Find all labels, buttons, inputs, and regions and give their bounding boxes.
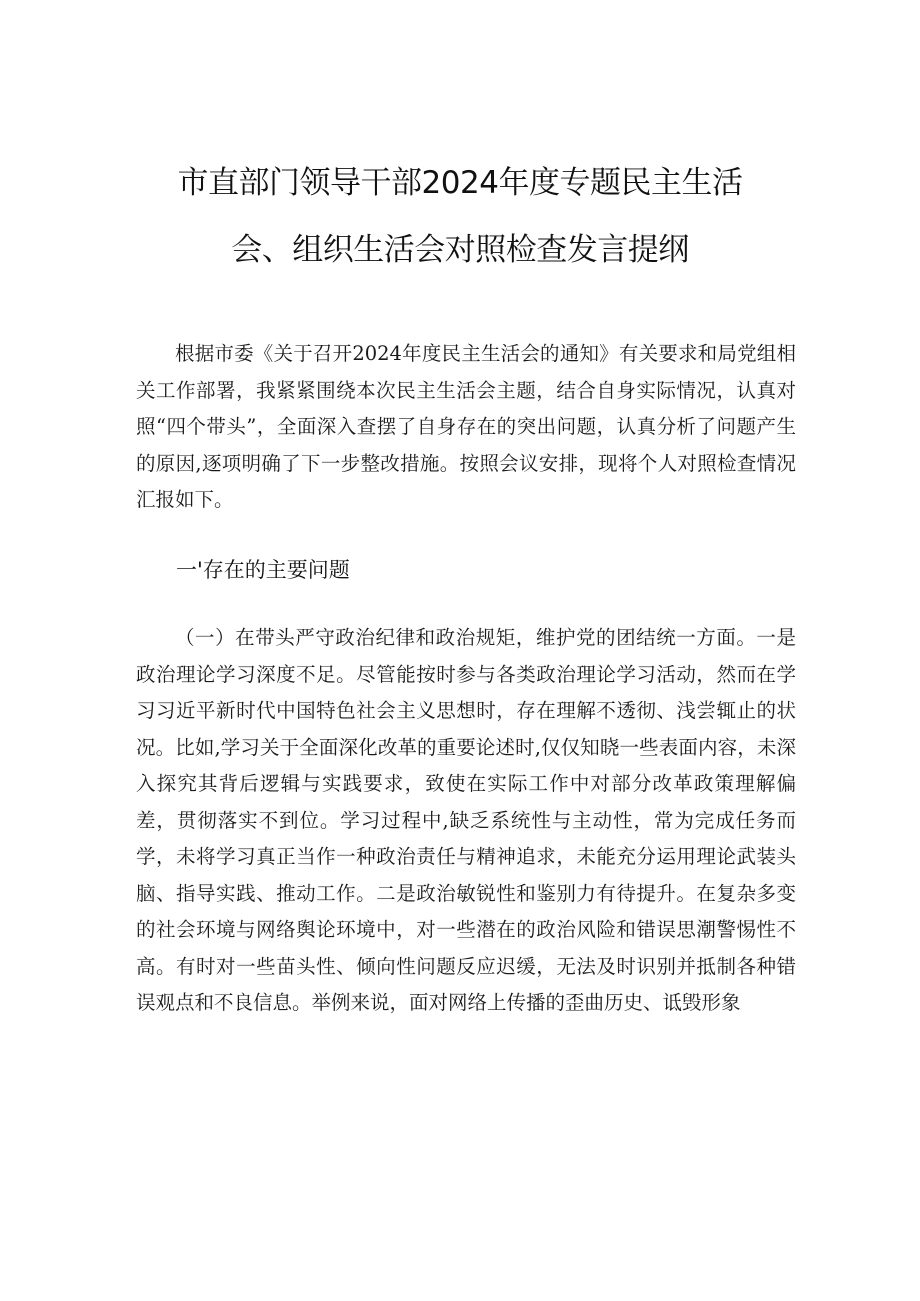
document-title-line-1: 市直部门领导干部2024年度专题民主生活 [177, 165, 743, 201]
document-title-line-2: 会、组织生活会对照检查发言提纲 [231, 232, 689, 268]
intro-paragraph: 根据市委《关于召开2024年度民主生活会的通知》有关要求和局党组相关工作部署，我紧紧围绕本次民主生活会主题，结合自身实际情况，认真对照“四个带头”，全面深入查摆了自身存在的突出问题，认真分析了问题产生的原因,逐项明确了下一步整改措施。按照会议安排，现将个人对照检查情况汇报如下。 [136, 342, 796, 511]
section-heading: 一'存在的主要问题 [176, 558, 350, 582]
section-paragraph: （一）在带头严守政治纪律和政治规矩，维护党的团结统一方面。一是政治理论学习深度不足。尽管能按时参与各类政治理论学习活动，然而在学习习近平新时代中国特色社会主义思想时，存在理解不透彻、浅尝辄止的状况。比如,学习关于全面深化改革的重要论述时,仅仅知晓一些表面内容，未深入探究其背后逻辑与实践要求，致使在实际工作中对部分改革政策理解偏差，贯彻落实不到位。学习过程中,缺乏系统性与主动性，常为完成任务而学，未将学习真正当作一种政治责任与精神追求，未能充分运用理论武装头脑、指导实践、推动工作。二是政治敏锐性和鉴别力有待提升。在复杂多变的社会环境与网络舆论环境中，对一些潜在的政治风险和错误思潮警惕性不高。有时对一些苗头性、倾向性问题反应迟缓，无法及时识别并抵制各种错误观点和不良信息。举例来说，面对网络上传播的歪曲历史、诋毁形象 [136, 626, 796, 1014]
